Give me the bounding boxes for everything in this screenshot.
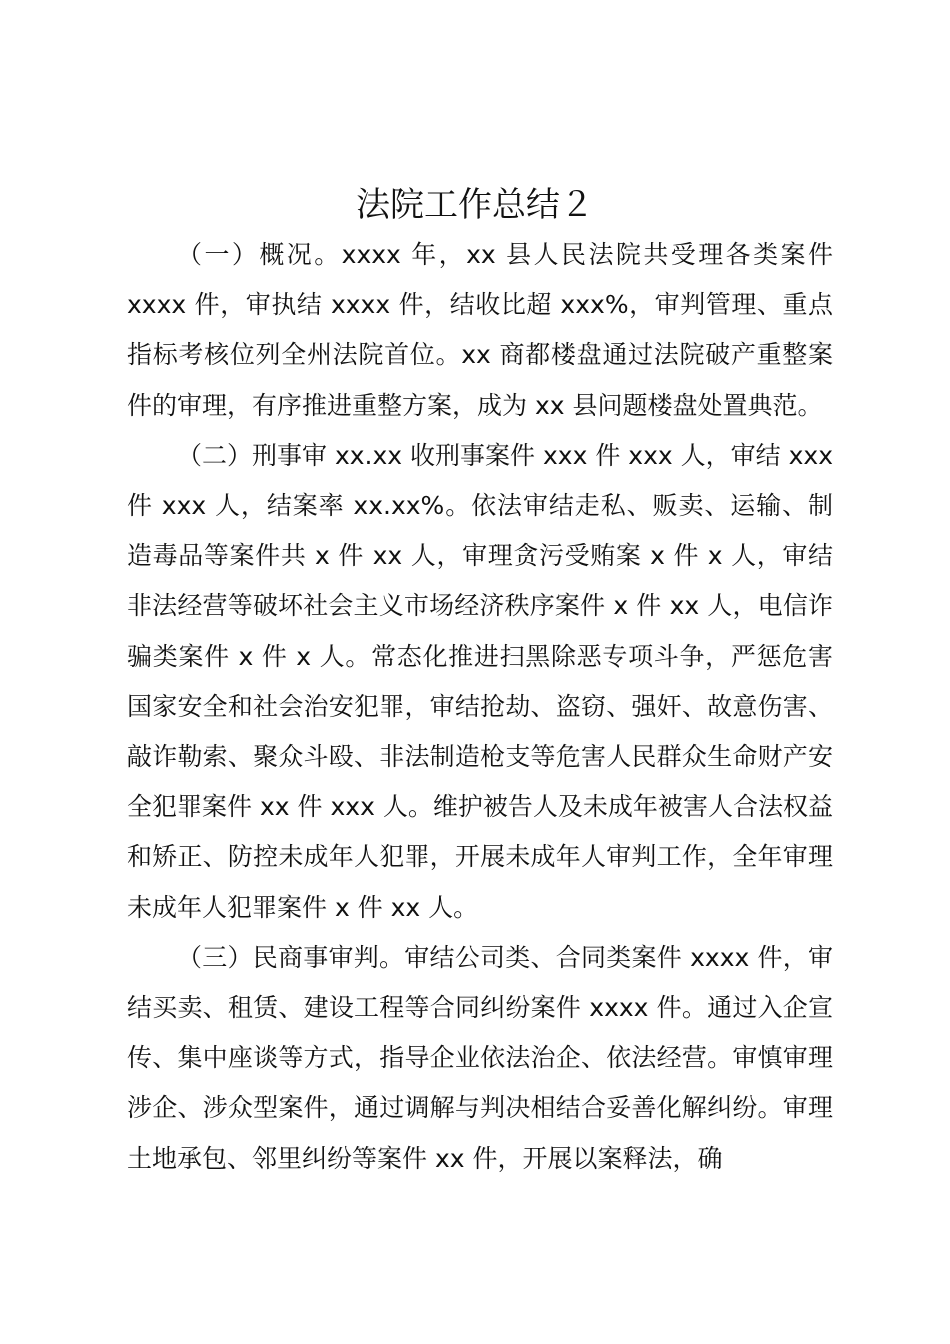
paragraph-overview: （一）概况。xxxx 年，xx 县人民法院共受理各类案件 xxxx 件，审执结 xxxx 件，结收比超 xxx%，审判管理、重点指标考核位列全州法院首位。xx 商都楼盘通过法院破产重整案件的审理，有序推进重整方案，成为 xx 县问题楼盘处置典范。 — [127, 240, 833, 420]
paragraph-criminal-trial: （二）刑事审 xx.xx 收刑事案件 xxx 件 xxx 人，审结 xxx 件 xxx 人，结案率 xx.xx%。依法审结走私、贩卖、运输、制造毒品等案件共 x 件 xx 人，审理贪污受贿案 x 件 x 人，审结非法经营等破坏社会主义市场经济秩序案件 x 件 xx 人，电信诈骗类案件 x 件 x 人。常态化推进扫黑除恶专项斗争，严惩危害国家安全和社会治安犯罪，审结抢劫、盗窃、强奸、故意伤害、敲诈勒索、聚众斗殴、非法制造枪支等危害人民群众生命财产安全犯罪案件 xx 件 xxx 人。维护被告人及未成年被害人合法权益和矫正、防控未成年人犯罪，开展未成年人审判工作，全年审理未成年人犯罪案件 x 件 xx 人。 — [127, 440, 833, 922]
document-body — [127, 230, 833, 1184]
paragraph-civil-commercial-trial: （三）民商事审判。审结公司类、合同类案件 xxxx 件，审结买卖、租赁、建设工程等合同纠纷案件 xxxx 件。通过入企宣传、集中座谈等方式，指导企业依法治企、依法经营。审慎审理涉企、涉众型案件，通过调解与判决相结合妥善化解纠纷。审理土地承包、邻里纠纷等案件 xx 件，开展以案释法，确 — [127, 942, 833, 1173]
document-title: 法院工作总结２ — [356, 185, 594, 225]
